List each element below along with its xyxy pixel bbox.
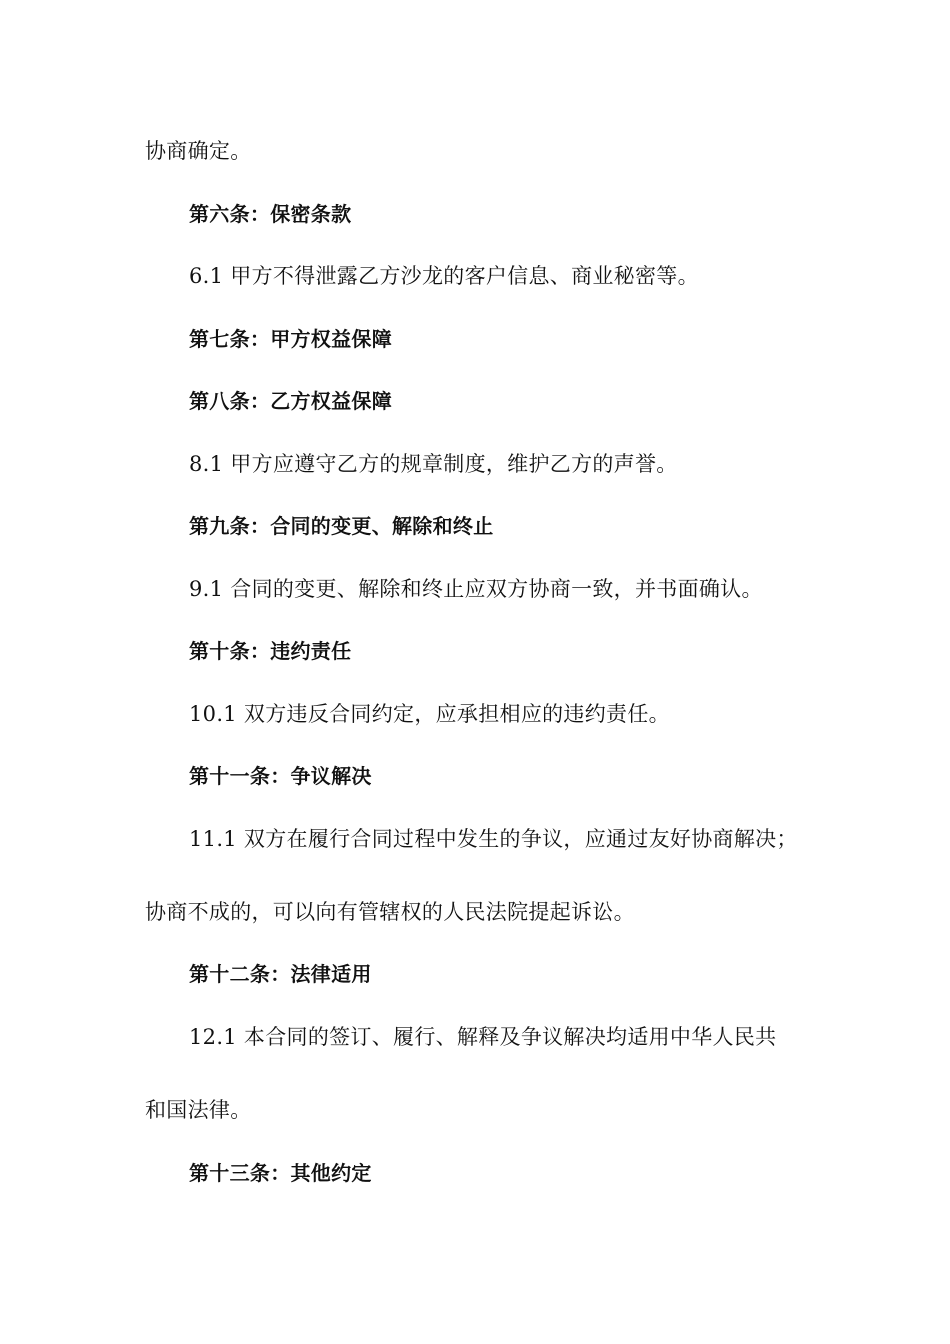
clause-10-1: 10.1 双方违反合同约定，应承担相应的违约责任。 [189, 702, 670, 726]
article-11-heading: 第十一条：争议解决 [189, 764, 372, 788]
paragraph-continuation: 协商确定。 [145, 139, 252, 163]
article-8-heading: 第八条：乙方权益保障 [189, 389, 392, 413]
article-7-heading: 第七条：甲方权益保障 [189, 327, 392, 351]
clause-6-1: 6.1 甲方不得泄露乙方沙龙的客户信息、商业秘密等。 [189, 264, 699, 288]
clause-11-1-line-2: 协商不成的，可以向有管辖权的人民法院提起诉讼。 [145, 900, 635, 924]
clause-11-1-line-1: 11.1 双方在履行合同过程中发生的争议，应通过友好协商解决； [189, 827, 798, 851]
article-13-heading: 第十三条：其他约定 [189, 1161, 372, 1185]
article-9-heading: 第九条：合同的变更、解除和终止 [189, 514, 494, 538]
article-10-heading: 第十条：违约责任 [189, 639, 352, 663]
article-12-heading: 第十二条：法律适用 [189, 962, 372, 986]
clause-12-1-line-1: 12.1 本合同的签订、履行、解释及争议解决均适用中华人民共 [189, 1025, 777, 1049]
clause-9-1: 9.1 合同的变更、解除和终止应双方协商一致，并书面确认。 [189, 577, 763, 601]
article-6-heading: 第六条：保密条款 [189, 202, 352, 226]
clause-12-1-line-2: 和国法律。 [145, 1098, 252, 1122]
clause-8-1: 8.1 甲方应遵守乙方的规章制度，维护乙方的声誉。 [189, 452, 678, 476]
